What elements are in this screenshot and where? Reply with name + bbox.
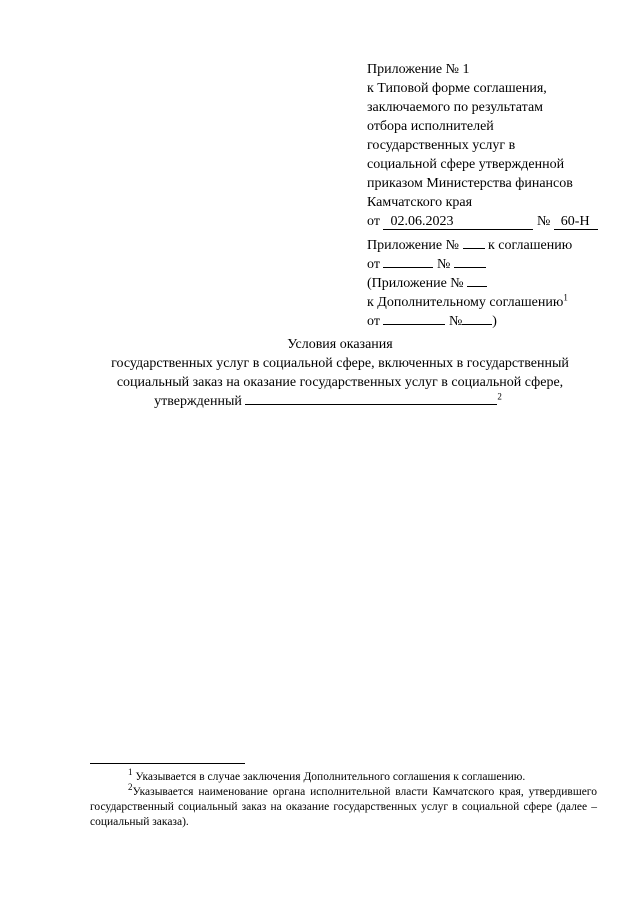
order-date-field — [383, 214, 533, 230]
agreement-line-3 — [367, 274, 622, 293]
footnote-text: Указывается наименование органа исполнительной власти Камчатского края, утвердившего государственный социальный заказ на оказание государственных услуг в социальной сфере (далее –социальный заказа). — [90, 786, 597, 828]
footnote-marker: 1 — [128, 767, 133, 778]
agreement-line-1 — [367, 236, 622, 255]
appendix-line: приказом Министерства финансов — [367, 176, 573, 191]
footnote-ref-1: 1 — [563, 292, 568, 303]
number-sign: № — [436, 257, 451, 272]
approved-label: утвержденный — [154, 394, 242, 409]
appendix-line: государственных услуг в — [367, 138, 516, 153]
appendix-number-label: Приложение № — [367, 238, 459, 253]
title-line-1: Условия оказания — [287, 337, 393, 352]
title-line-2: государственных услуг в социальной сфере, включенных в государственный — [111, 356, 569, 371]
number-sign: № — [448, 314, 463, 329]
title-line-4 — [60, 392, 620, 411]
footnote-2 — [90, 782, 597, 830]
footnote-marker: 2 — [128, 782, 133, 793]
closing-paren: ) — [492, 314, 497, 329]
agreement-line-5 — [367, 312, 622, 331]
agreement-header — [367, 236, 622, 331]
footnotes — [90, 767, 597, 830]
appendix-line: Камчатского края — [367, 195, 473, 210]
appendix-date-line — [367, 212, 622, 231]
supplement-agreement-label: к Дополнительному соглашению — [367, 295, 564, 310]
footnote-separator — [90, 763, 245, 764]
supplement-appendix-label: (Приложение № — [367, 276, 464, 291]
appendix-line: социальной сфере утвержденной — [367, 157, 565, 172]
date-prefix: от — [367, 257, 380, 272]
appendix-line: отбора исполнителей — [367, 119, 494, 134]
agreement-date-blank — [383, 255, 433, 268]
document-title — [60, 335, 620, 411]
appendix-line: к Типовой форме соглашения, — [367, 81, 547, 96]
agreement-label: к соглашению — [488, 238, 573, 253]
order-number-field — [554, 214, 598, 230]
supplement-date-blank — [383, 312, 445, 325]
appendix-header — [367, 60, 622, 231]
approver-blank — [245, 392, 497, 405]
number-sign: № — [536, 214, 551, 229]
supplement-number-blank — [462, 312, 492, 325]
agreement-line-2 — [367, 255, 622, 274]
appendix-line: Приложение № 1 — [367, 62, 470, 77]
order-number: 60-Н — [560, 214, 590, 229]
appendix-line: заключаемого по результатам — [367, 100, 544, 115]
footnote-1 — [90, 767, 597, 785]
date-prefix: от — [367, 214, 380, 229]
agreement-number-blank — [454, 255, 486, 268]
agreement-line-4 — [367, 293, 622, 312]
order-date: 02.06.2023 — [390, 214, 454, 229]
footnote-text: Указывается в случае заключения Дополнительного соглашения к соглашению. — [132, 771, 526, 783]
supplement-appendix-blank — [467, 274, 487, 287]
title-line-3: социальный заказ на оказание государственных услуг в социальной сфере, — [116, 375, 564, 390]
date-prefix: от — [367, 314, 380, 329]
footnote-ref-2: 2 — [497, 391, 502, 402]
appendix-number-blank — [463, 236, 485, 249]
